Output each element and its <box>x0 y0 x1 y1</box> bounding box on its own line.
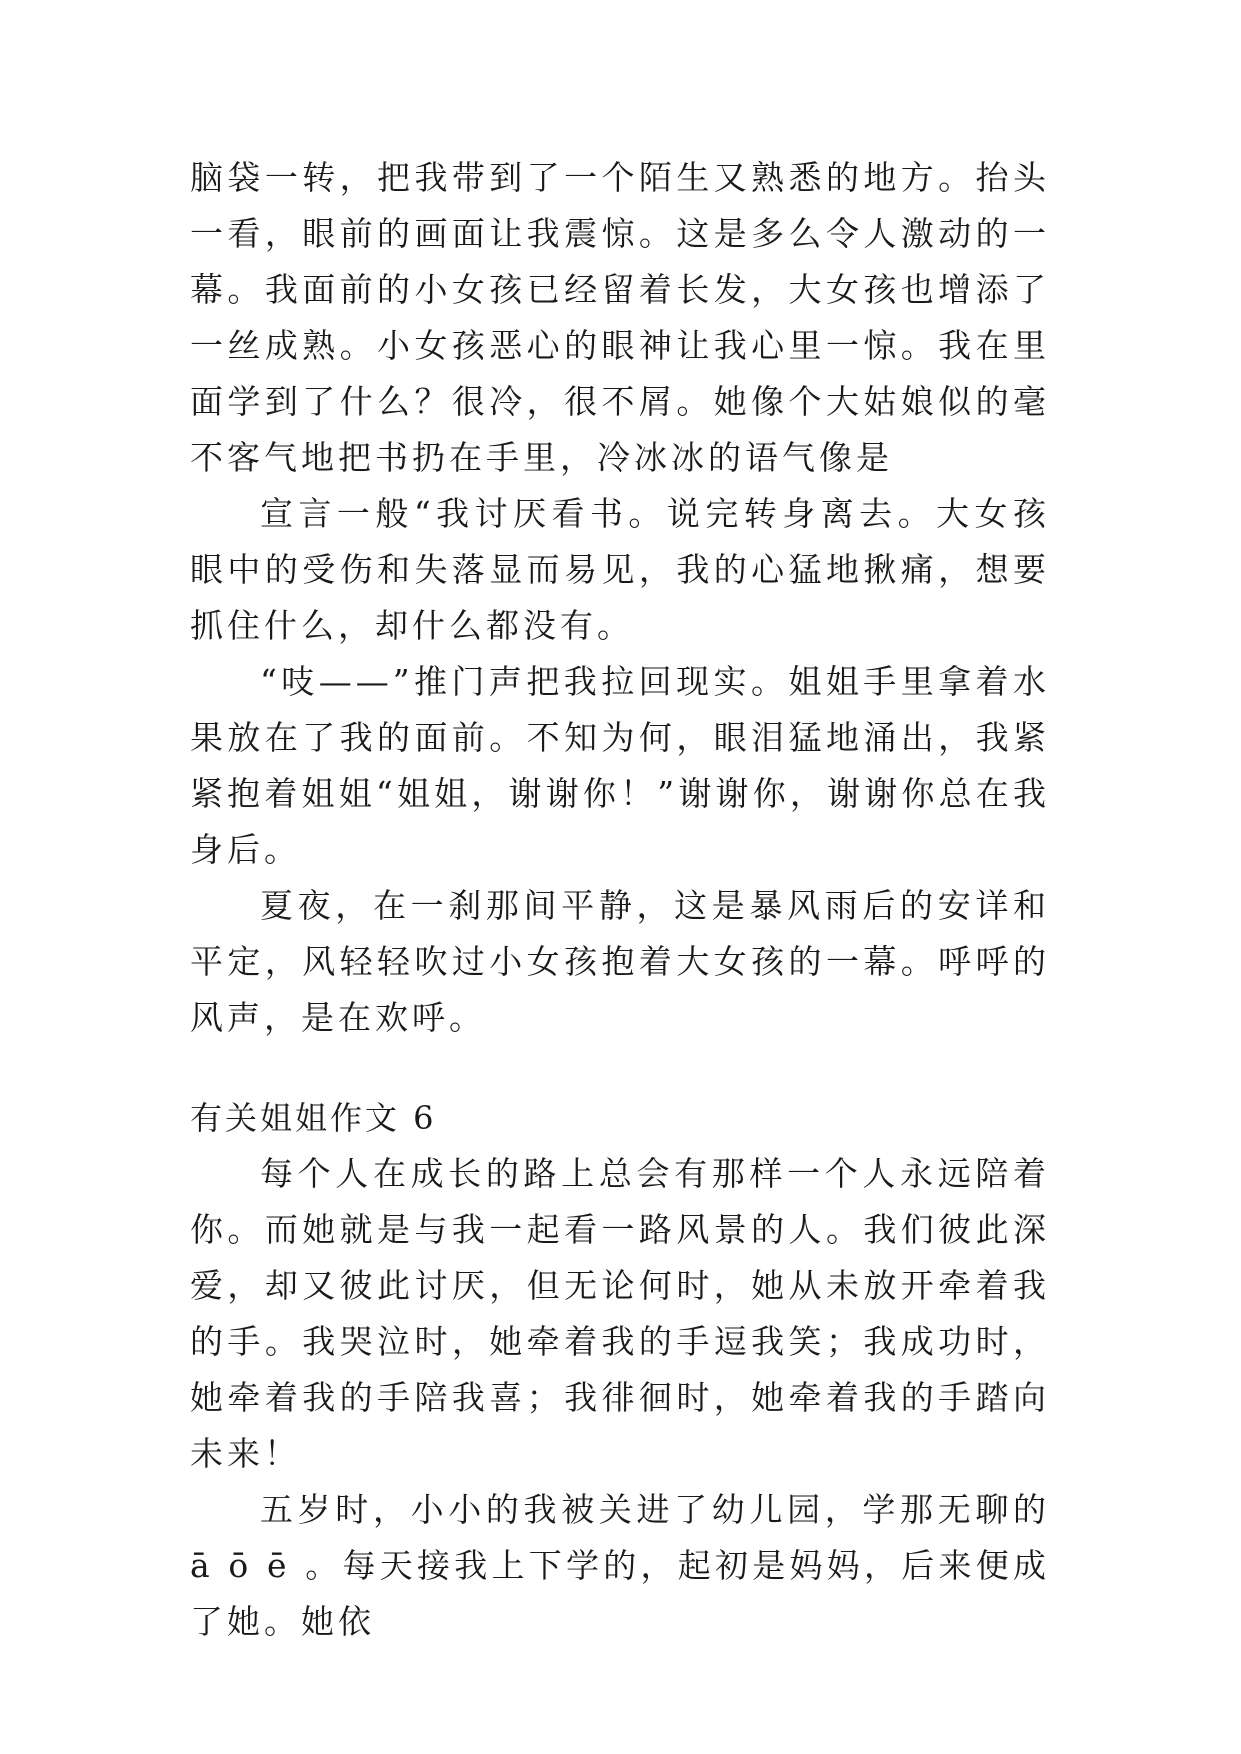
paragraph-1: 脑袋一转，把我带到了一个陌生又熟悉的地方。抬头一看，眼前的画面让我震惊。这是多么令人激动的一幕。我面前的小女孩已经留着长发，大女孩也增添了一丝成熟。小女孩恶心的眼神让我心里一惊。我在里面学到了什么？很冷，很不屑。她像个大姑娘似的毫不客气地把书扔在手里，冷冰冰的语气像是 <box>190 158 1050 477</box>
paragraph-4: 夏夜，在一刹那间平静，这是暴风雨后的安详和平定，风轻轻吹过小女孩抱着大女孩的一幕。呼呼的风声，是在欢呼。 <box>190 886 1050 1037</box>
paragraph-3: “吱——”推门声把我拉回现实。姐姐手里拿着水果放在了我的面前。不知为何，眼泪猛地涌出，我紧紧抱着姐姐“姐姐，谢谢你！”谢谢你，谢谢你总在我身后。 <box>190 662 1050 869</box>
section-1 <box>190 150 1050 1046</box>
paragraph-5: 每个人在成长的路上总会有那样一个人永远陪着你。而她就是与我一起看一路风景的人。我们彼此深爱，却又彼此讨厌，但无论何时，她从未放开牵着我的手。我哭泣时，她牵着我的手逗我笑；我成功时，她牵着我的手陪我喜；我徘徊时，她牵着我的手踏向未来！ <box>190 1154 1050 1473</box>
paragraph-6: 五岁时，小小的我被关进了幼儿园，学那无聊的 ā ō ē 。每天接我上下学的，起初是妈妈，后来便成了她。她依 <box>190 1490 1050 1641</box>
section-2 <box>190 1090 1050 1650</box>
section-heading: 有关姐姐作文 6 <box>190 1099 437 1137</box>
paragraph-2: 宣言一般“我讨厌看书。说完转身离去。大女孩眼中的受伤和失落显而易见，我的心猛地揪痛，想要抓住什么，却什么都没有。 <box>190 494 1050 645</box>
